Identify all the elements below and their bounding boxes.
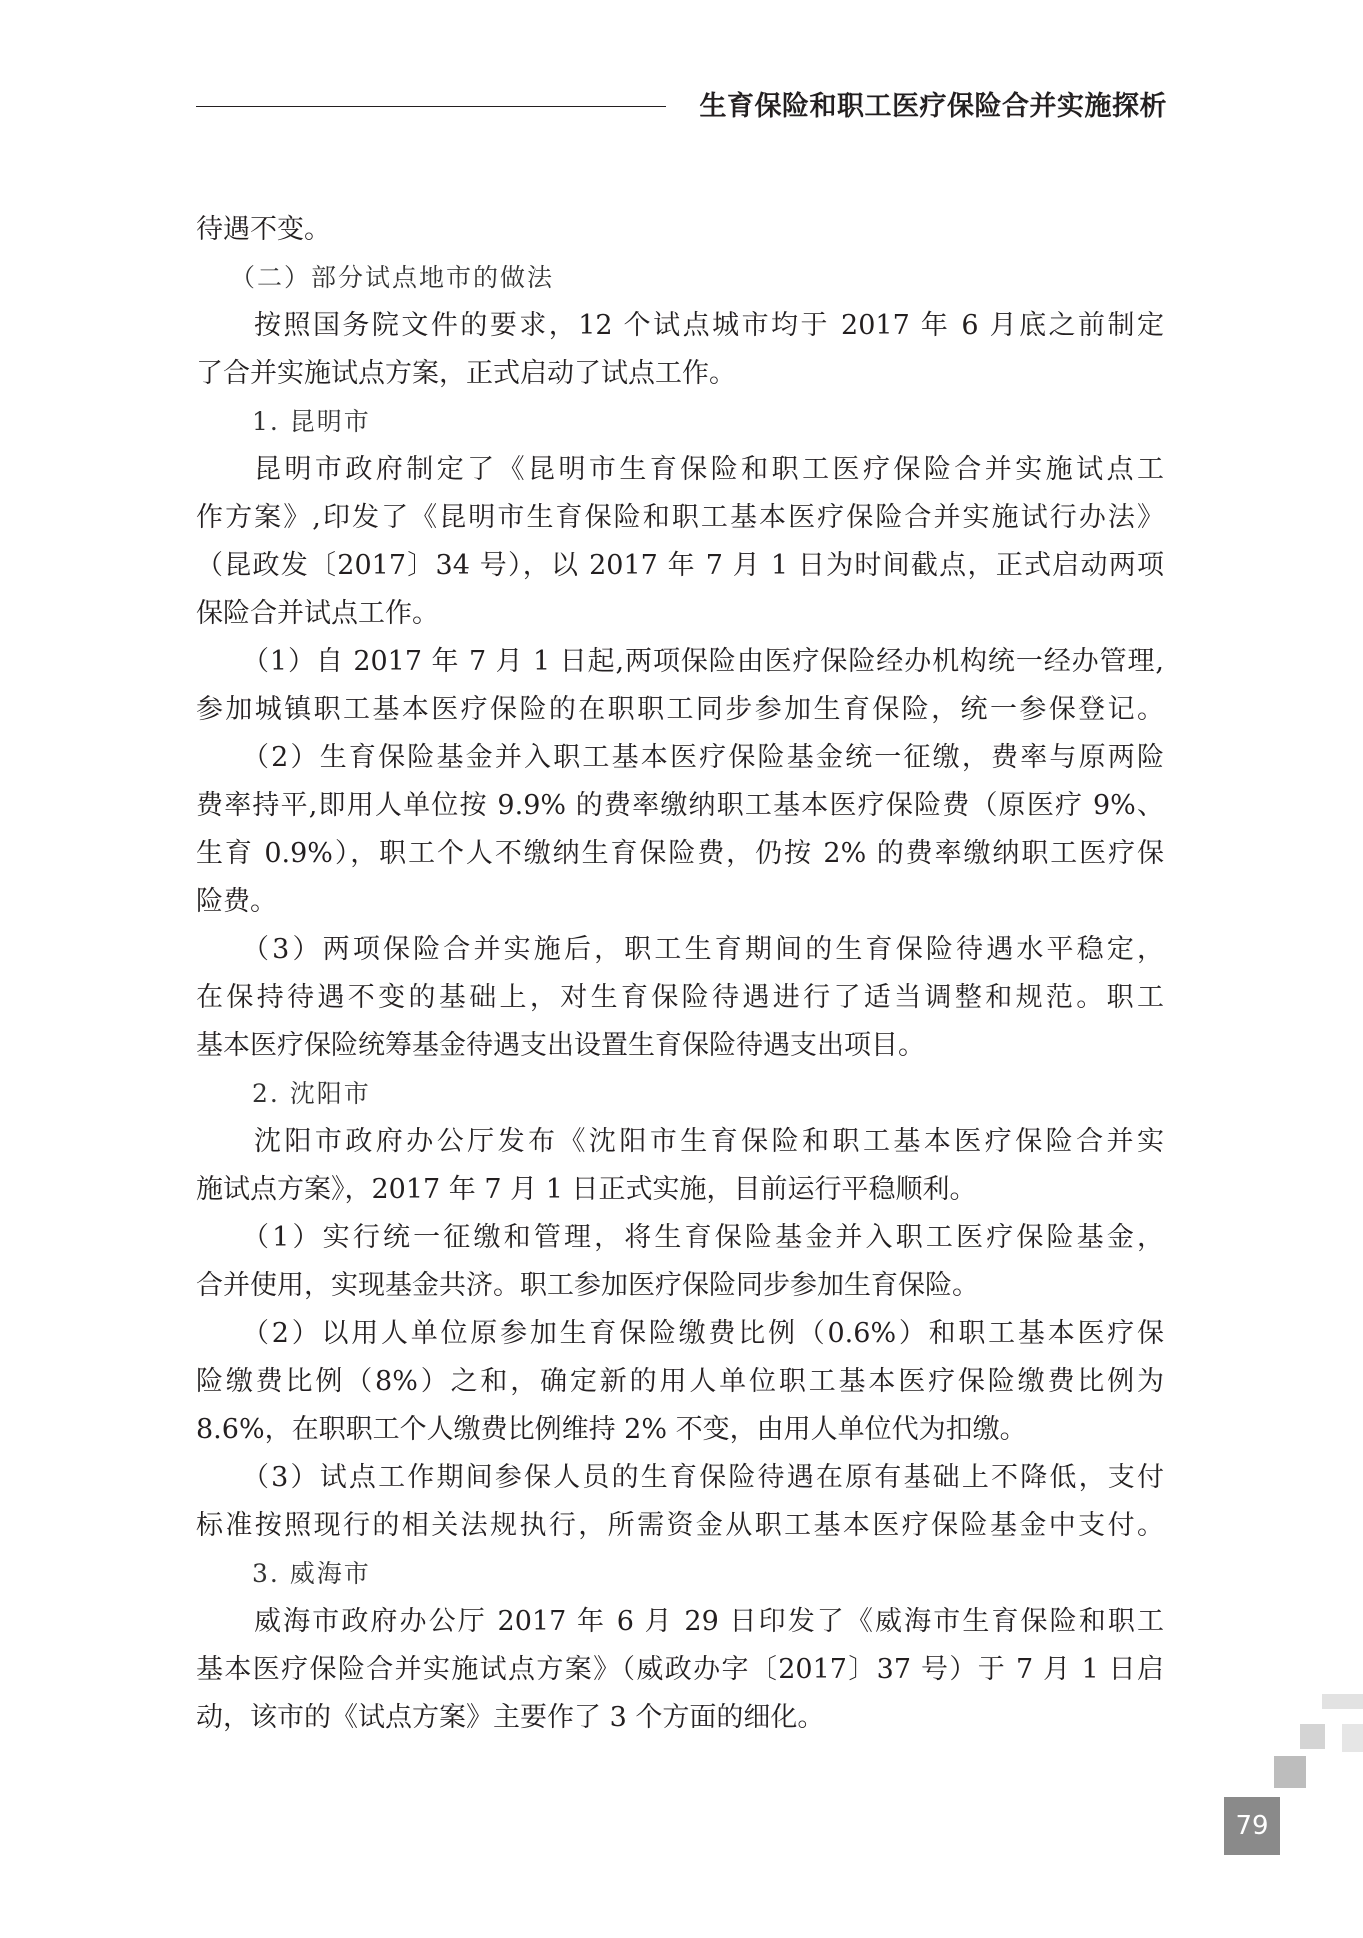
paragraph-line: 险缴费比例（8%）之和，确定新的用人单位职工基本医疗保险缴费比例为	[196, 1366, 1164, 1397]
paragraph-line: 险费。	[196, 886, 277, 917]
paragraph-line: （2）生育保险基金并入职工基本医疗保险基金统一征缴，费率与原两险	[242, 742, 1164, 773]
paragraph-line: 威海市政府办公厅 2017 年 6 月 29 日印发了《威海市生育保险和职工	[254, 1606, 1164, 1637]
paragraph-line: 费率持平,即用人单位按 9.9% 的费率缴纳职工基本医疗保险费（原医疗 9%、	[196, 790, 1164, 821]
paragraph-line: （3）试点工作期间参保人员的生育保险待遇在原有基础上不降低，支付	[242, 1462, 1164, 1493]
paragraph-line: 保险合并试点工作。	[196, 598, 439, 629]
paragraph-line: 动，该市的《试点方案》主要作了 3 个方面的细化。	[196, 1702, 825, 1733]
header-rule	[196, 106, 666, 107]
paragraph-line: 沈阳市政府办公厅发布《沈阳市生育保险和职工基本医疗保险合并实	[254, 1126, 1164, 1157]
paragraph-line: 昆明市政府制定了《昆明市生育保险和职工医疗保险合并实施试点工	[254, 454, 1164, 485]
paragraph-line: 按照国务院文件的要求，12 个试点城市均于 2017 年 6 月底之前制定	[254, 310, 1164, 341]
decorative-block	[1322, 1694, 1363, 1709]
paragraph-line: 8.6%，在职职工个人缴费比例维持 2% 不变，由用人单位代为扣缴。	[196, 1414, 1027, 1445]
paragraph-line: 参加城镇职工基本医疗保险的在职职工同步参加生育保险，统一参保登记。	[196, 694, 1164, 725]
paragraph-line: 基本医疗保险统筹基金待遇支出设置生育保险待遇支出项目。	[196, 1030, 925, 1061]
paragraph-line: （3）两项保险合并实施后，职工生育期间的生育保险待遇水平稳定，	[242, 934, 1164, 965]
decorative-block	[1274, 1756, 1306, 1788]
paragraph-line: 待遇不变。	[196, 214, 331, 245]
subsection-heading: 2. 沈阳市	[252, 1079, 371, 1108]
paragraph-line: 标准按照现行的相关法规执行，所需资金从职工基本医疗保险基金中支付。	[196, 1510, 1164, 1541]
paragraph-line: 生育 0.9%），职工个人不缴纳生育保险费，仍按 2% 的费率缴纳职工医疗保	[196, 838, 1164, 869]
paragraph-line: 在保持待遇不变的基础上，对生育保险待遇进行了适当调整和规范。职工	[196, 982, 1164, 1013]
paragraph-line: （1）自 2017 年 7 月 1 日起,两项保险由医疗保险经办机构统一经办管理,	[242, 646, 1164, 677]
subsection-heading: 3. 威海市	[252, 1559, 371, 1588]
decorative-block	[1300, 1724, 1325, 1749]
body-text	[196, 206, 1164, 1742]
paragraph-line: 作方案》,印发了《昆明市生育保险和职工基本医疗保险合并实施试行办法》	[196, 502, 1164, 533]
subsection-heading: 1. 昆明市	[252, 407, 371, 436]
page-number: 79	[1224, 1797, 1280, 1855]
paragraph-line: （1）实行统一征缴和管理，将生育保险基金并入职工医疗保险基金，	[242, 1222, 1164, 1253]
paragraph-line: 了合并实施试点方案，正式启动了试点工作。	[196, 358, 736, 389]
paragraph-line: 基本医疗保险合并实施试点方案》（威政办字〔2017〕37 号）于 7 月 1 日启	[196, 1654, 1164, 1685]
decorative-block	[1342, 1724, 1363, 1752]
paragraph-line: （2）以用人单位原参加生育保险缴费比例（0.6%）和职工基本医疗保	[242, 1318, 1164, 1349]
running-head-title: 生育保险和职工医疗保险合并实施探析	[699, 91, 1167, 122]
paragraph-line: （昆政发〔2017〕34 号），以 2017 年 7 月 1 日为时间截点，正式启动两项	[196, 550, 1164, 581]
paragraph-line: 合并使用，实现基金共济。职工参加医疗保险同步参加生育保险。	[196, 1270, 979, 1301]
paragraph-line: 施试点方案》，2017 年 7 月 1 日正式实施，目前运行平稳顺利。	[196, 1174, 977, 1205]
section-heading: （二）部分试点地市的做法	[230, 263, 555, 292]
